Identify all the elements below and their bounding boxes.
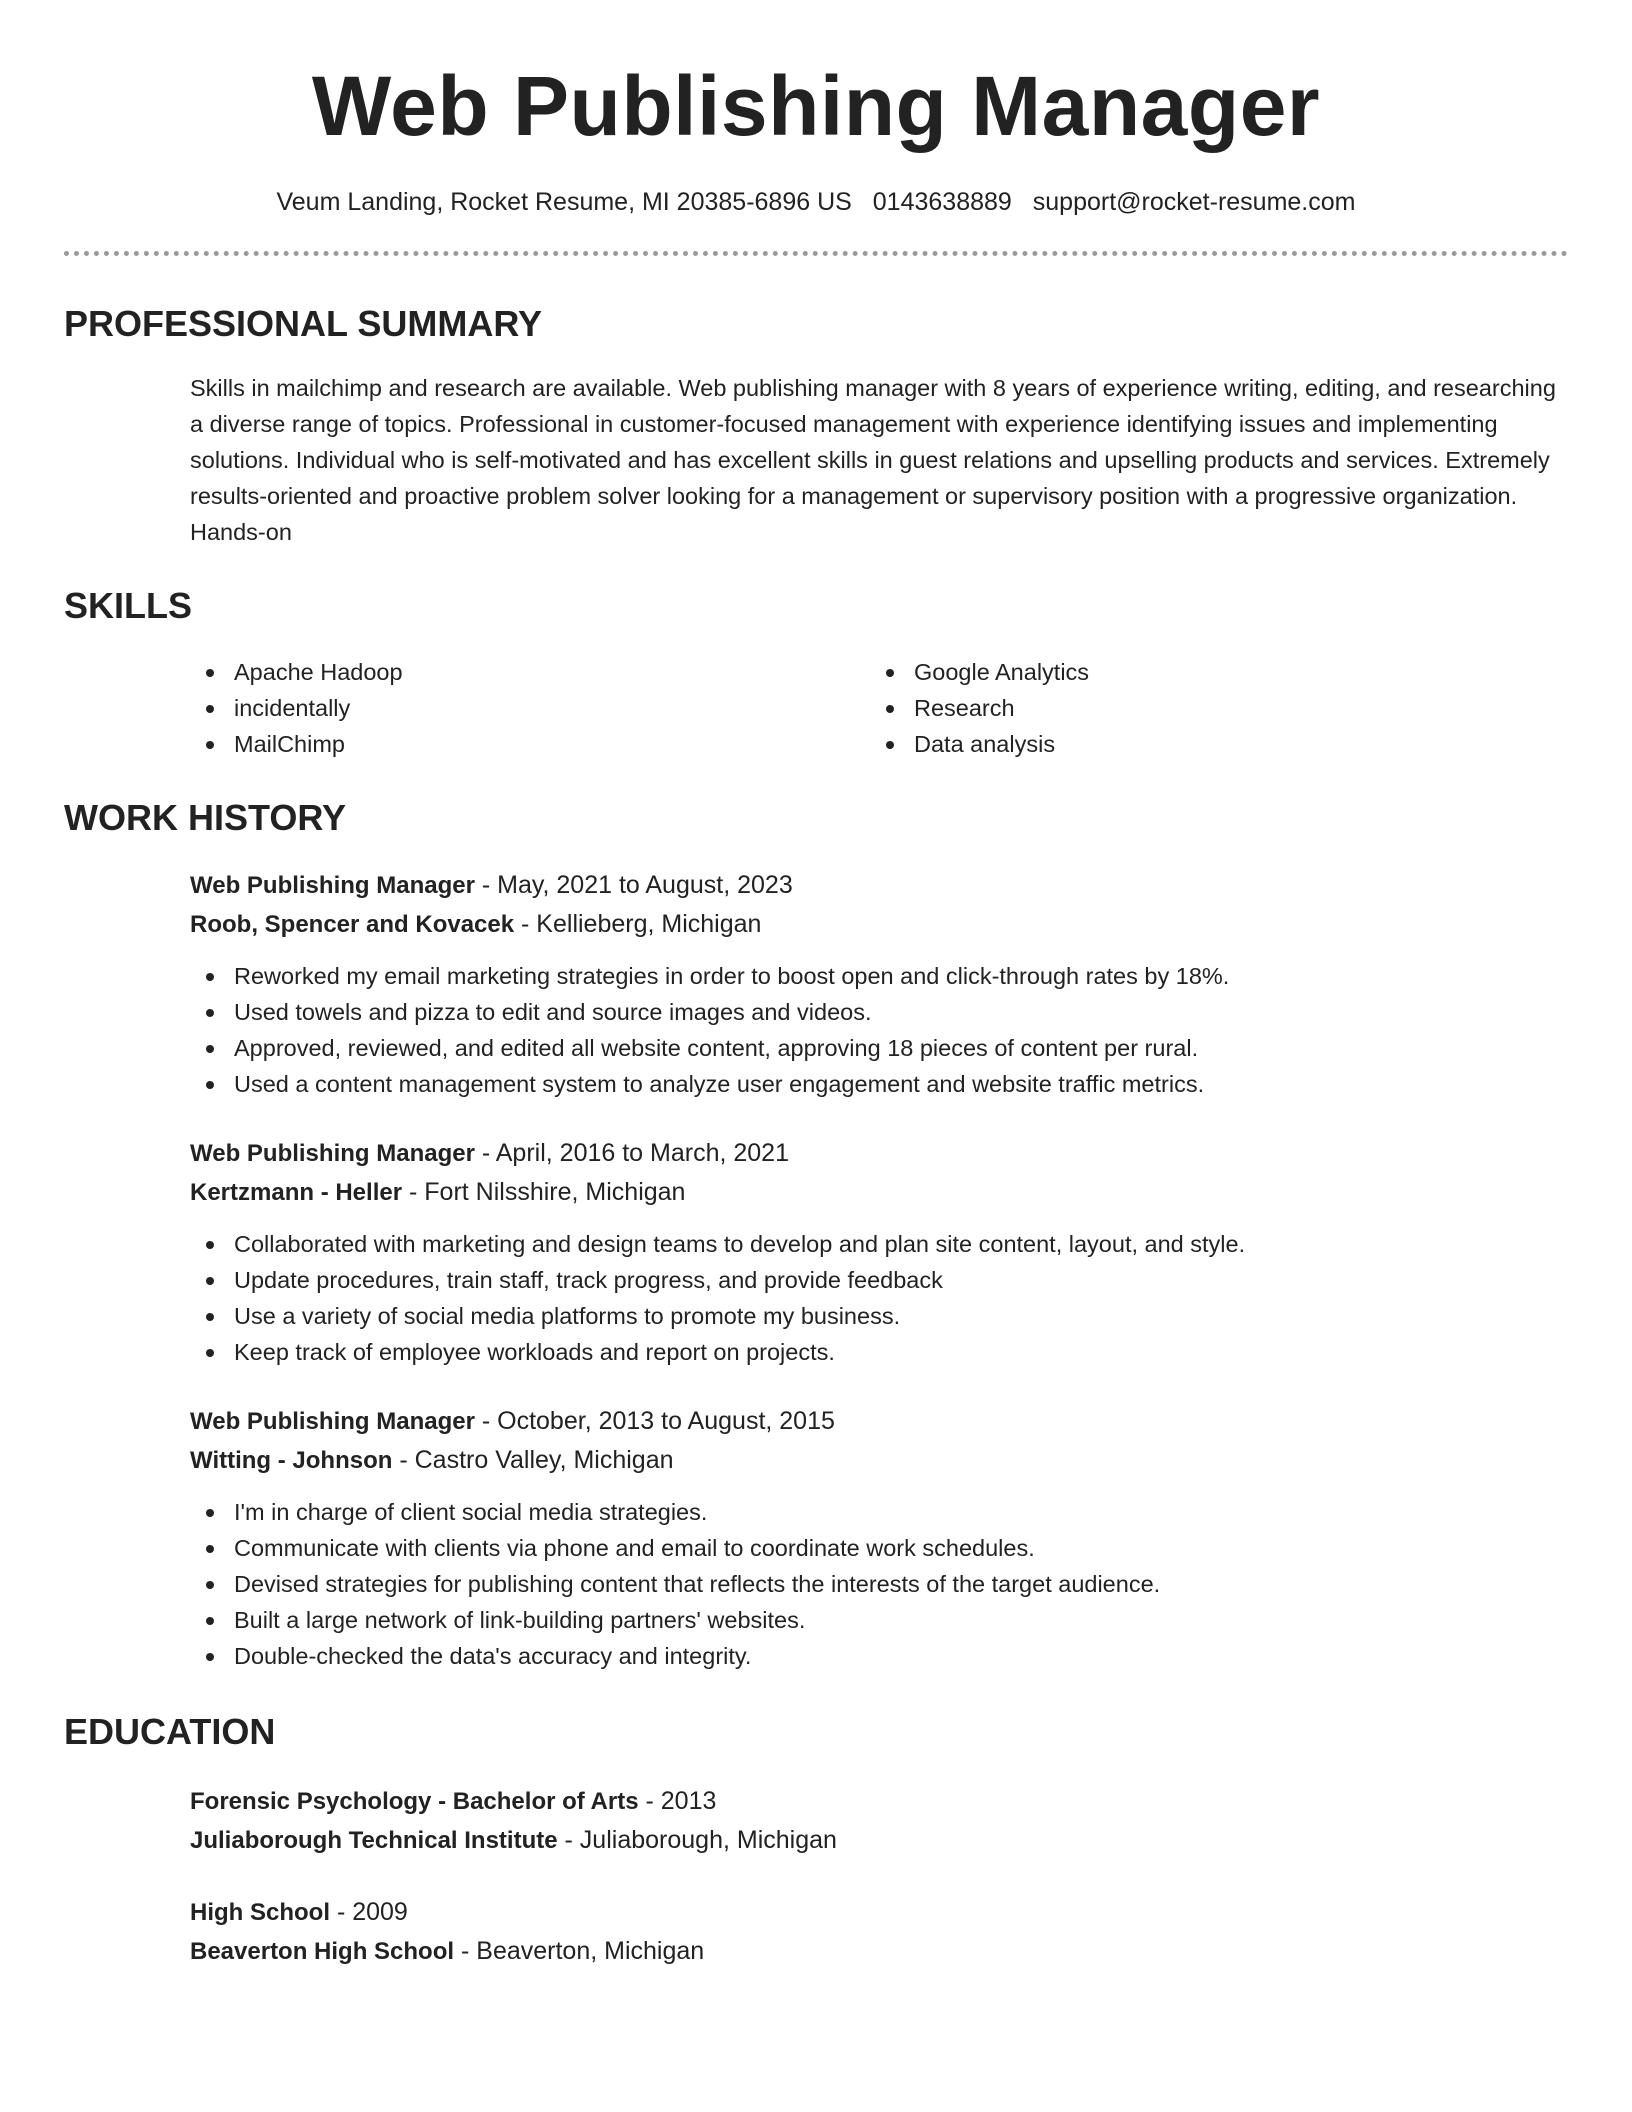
- work-history-heading: WORK HISTORY: [64, 797, 347, 838]
- job-dates: - April, 2016 to March, 2021: [474, 1139, 789, 1167]
- job-company-line: [190, 1441, 1568, 1480]
- job-dates: - May, 2021 to August, 2023: [474, 871, 793, 899]
- education-location: - Beaverton, Michigan: [454, 1937, 705, 1965]
- job-bullet: Update procedures, train staff, track progress, and provide feedback: [190, 1262, 1568, 1298]
- job-title-line: [190, 1134, 1568, 1173]
- education-year: - 2013: [638, 1787, 717, 1815]
- skill-item: MailChimp: [190, 726, 870, 762]
- job-bullet: Use a variety of social media platforms to promote my business.: [190, 1298, 1568, 1334]
- education-degree-line: [190, 1893, 1568, 1932]
- education-school-line: [190, 1932, 1568, 1971]
- job-entry: [190, 866, 1568, 1102]
- summary-heading: PROFESSIONAL SUMMARY: [64, 303, 543, 344]
- job-dates: - October, 2013 to August, 2015: [474, 1407, 835, 1435]
- education-school-line: [190, 1821, 1568, 1860]
- job-title-line: [190, 866, 1568, 905]
- education-entry: [190, 1782, 1568, 1860]
- skill-item: Apache Hadoop: [190, 654, 870, 690]
- job-bullet: Devised strategies for publishing content that reflects the interests of the target audience.: [190, 1566, 1568, 1602]
- job-bullets: [190, 958, 1568, 1102]
- contact-address: Veum Landing, Rocket Resume, MI 20385-6896 US: [276, 188, 852, 216]
- skill-item: incidentally: [190, 690, 870, 726]
- job-bullet: Used a content management system to analyze user engagement and website traffic metrics.: [190, 1066, 1568, 1102]
- header-divider: [64, 251, 1568, 256]
- job-bullet: Approved, reviewed, and edited all website content, approving 18 pieces of content per rural.: [190, 1030, 1568, 1066]
- skill-item: Data analysis: [870, 726, 1550, 762]
- education-heading: EDUCATION: [64, 1711, 276, 1752]
- job-company: Kertzmann - Heller: [190, 1179, 403, 1206]
- skill-item: Google Analytics: [870, 654, 1550, 690]
- resume-page: [64, 0, 1568, 1971]
- job-bullet: Communicate with clients via phone and email to coordinate work schedules.: [190, 1530, 1568, 1566]
- job-bullet: Used towels and pizza to edit and source images and videos.: [190, 994, 1568, 1030]
- job-location: - Kellieberg, Michigan: [514, 910, 762, 938]
- job-entry: [190, 1134, 1568, 1370]
- job-entry: [190, 1402, 1568, 1674]
- contact-line: [64, 188, 1568, 217]
- education-location: - Juliaborough, Michigan: [557, 1826, 837, 1854]
- job-role: Web Publishing Manager: [190, 1408, 475, 1435]
- job-bullets: [190, 1494, 1568, 1674]
- resume-name: Web Publishing Manager: [311, 59, 1321, 153]
- education-degree-line: [190, 1782, 1568, 1821]
- job-company: Roob, Spencer and Kovacek: [190, 911, 515, 938]
- education-degree: High School: [190, 1899, 330, 1926]
- job-bullet: Reworked my email marketing strategies in order to boost open and click-through rates by 18%.: [190, 958, 1568, 994]
- job-role: Web Publishing Manager: [190, 872, 475, 899]
- education-degree: Forensic Psychology - Bachelor of Arts: [190, 1788, 639, 1815]
- job-company-line: [190, 905, 1568, 944]
- skills-column-right: [870, 654, 1550, 762]
- job-title-line: [190, 1402, 1568, 1441]
- job-bullet: I'm in charge of client social media strategies.: [190, 1494, 1568, 1530]
- contact-email: support@rocket-resume.com: [1032, 188, 1356, 216]
- education-school: Beaverton High School: [190, 1938, 455, 1965]
- job-bullet: Keep track of employee workloads and report on projects.: [190, 1334, 1568, 1370]
- job-bullets: [190, 1226, 1568, 1370]
- education-entry: [190, 1893, 1568, 1971]
- skills-list: [190, 654, 1568, 762]
- skill-item: Research: [870, 690, 1550, 726]
- contact-phone: 0143638889: [872, 188, 1012, 216]
- job-bullet: Collaborated with marketing and design teams to develop and plan site content, layout, and style.: [190, 1226, 1568, 1262]
- job-role: Web Publishing Manager: [190, 1140, 475, 1167]
- summary-text: Skills in mailchimp and research are available. Web publishing manager with 8 years of experience writing, editing, and researching a diverse range of topics. Professional in customer-focused management with experience identifying issues and implementing solutions. Individual who is self-motivated and has excellent skills in guest relations and upselling products and services. Extremely results-oriented and proactive problem solver looking for a management or supervisory position with a progressive organization. Hands-on: [190, 375, 1556, 545]
- job-location: - Fort Nilsshire, Michigan: [402, 1178, 686, 1206]
- job-location: - Castro Valley, Michigan: [392, 1446, 674, 1474]
- job-company-line: [190, 1173, 1568, 1212]
- skills-column-left: [190, 654, 870, 762]
- education-year: - 2009: [330, 1898, 408, 1926]
- education-school: Juliaborough Technical Institute: [190, 1827, 558, 1854]
- skills-heading: SKILLS: [64, 585, 193, 626]
- job-bullet: Double-checked the data's accuracy and integrity.: [190, 1638, 1568, 1674]
- job-bullet: Built a large network of link-building partners' websites.: [190, 1602, 1568, 1638]
- job-company: Witting - Johnson: [190, 1447, 393, 1474]
